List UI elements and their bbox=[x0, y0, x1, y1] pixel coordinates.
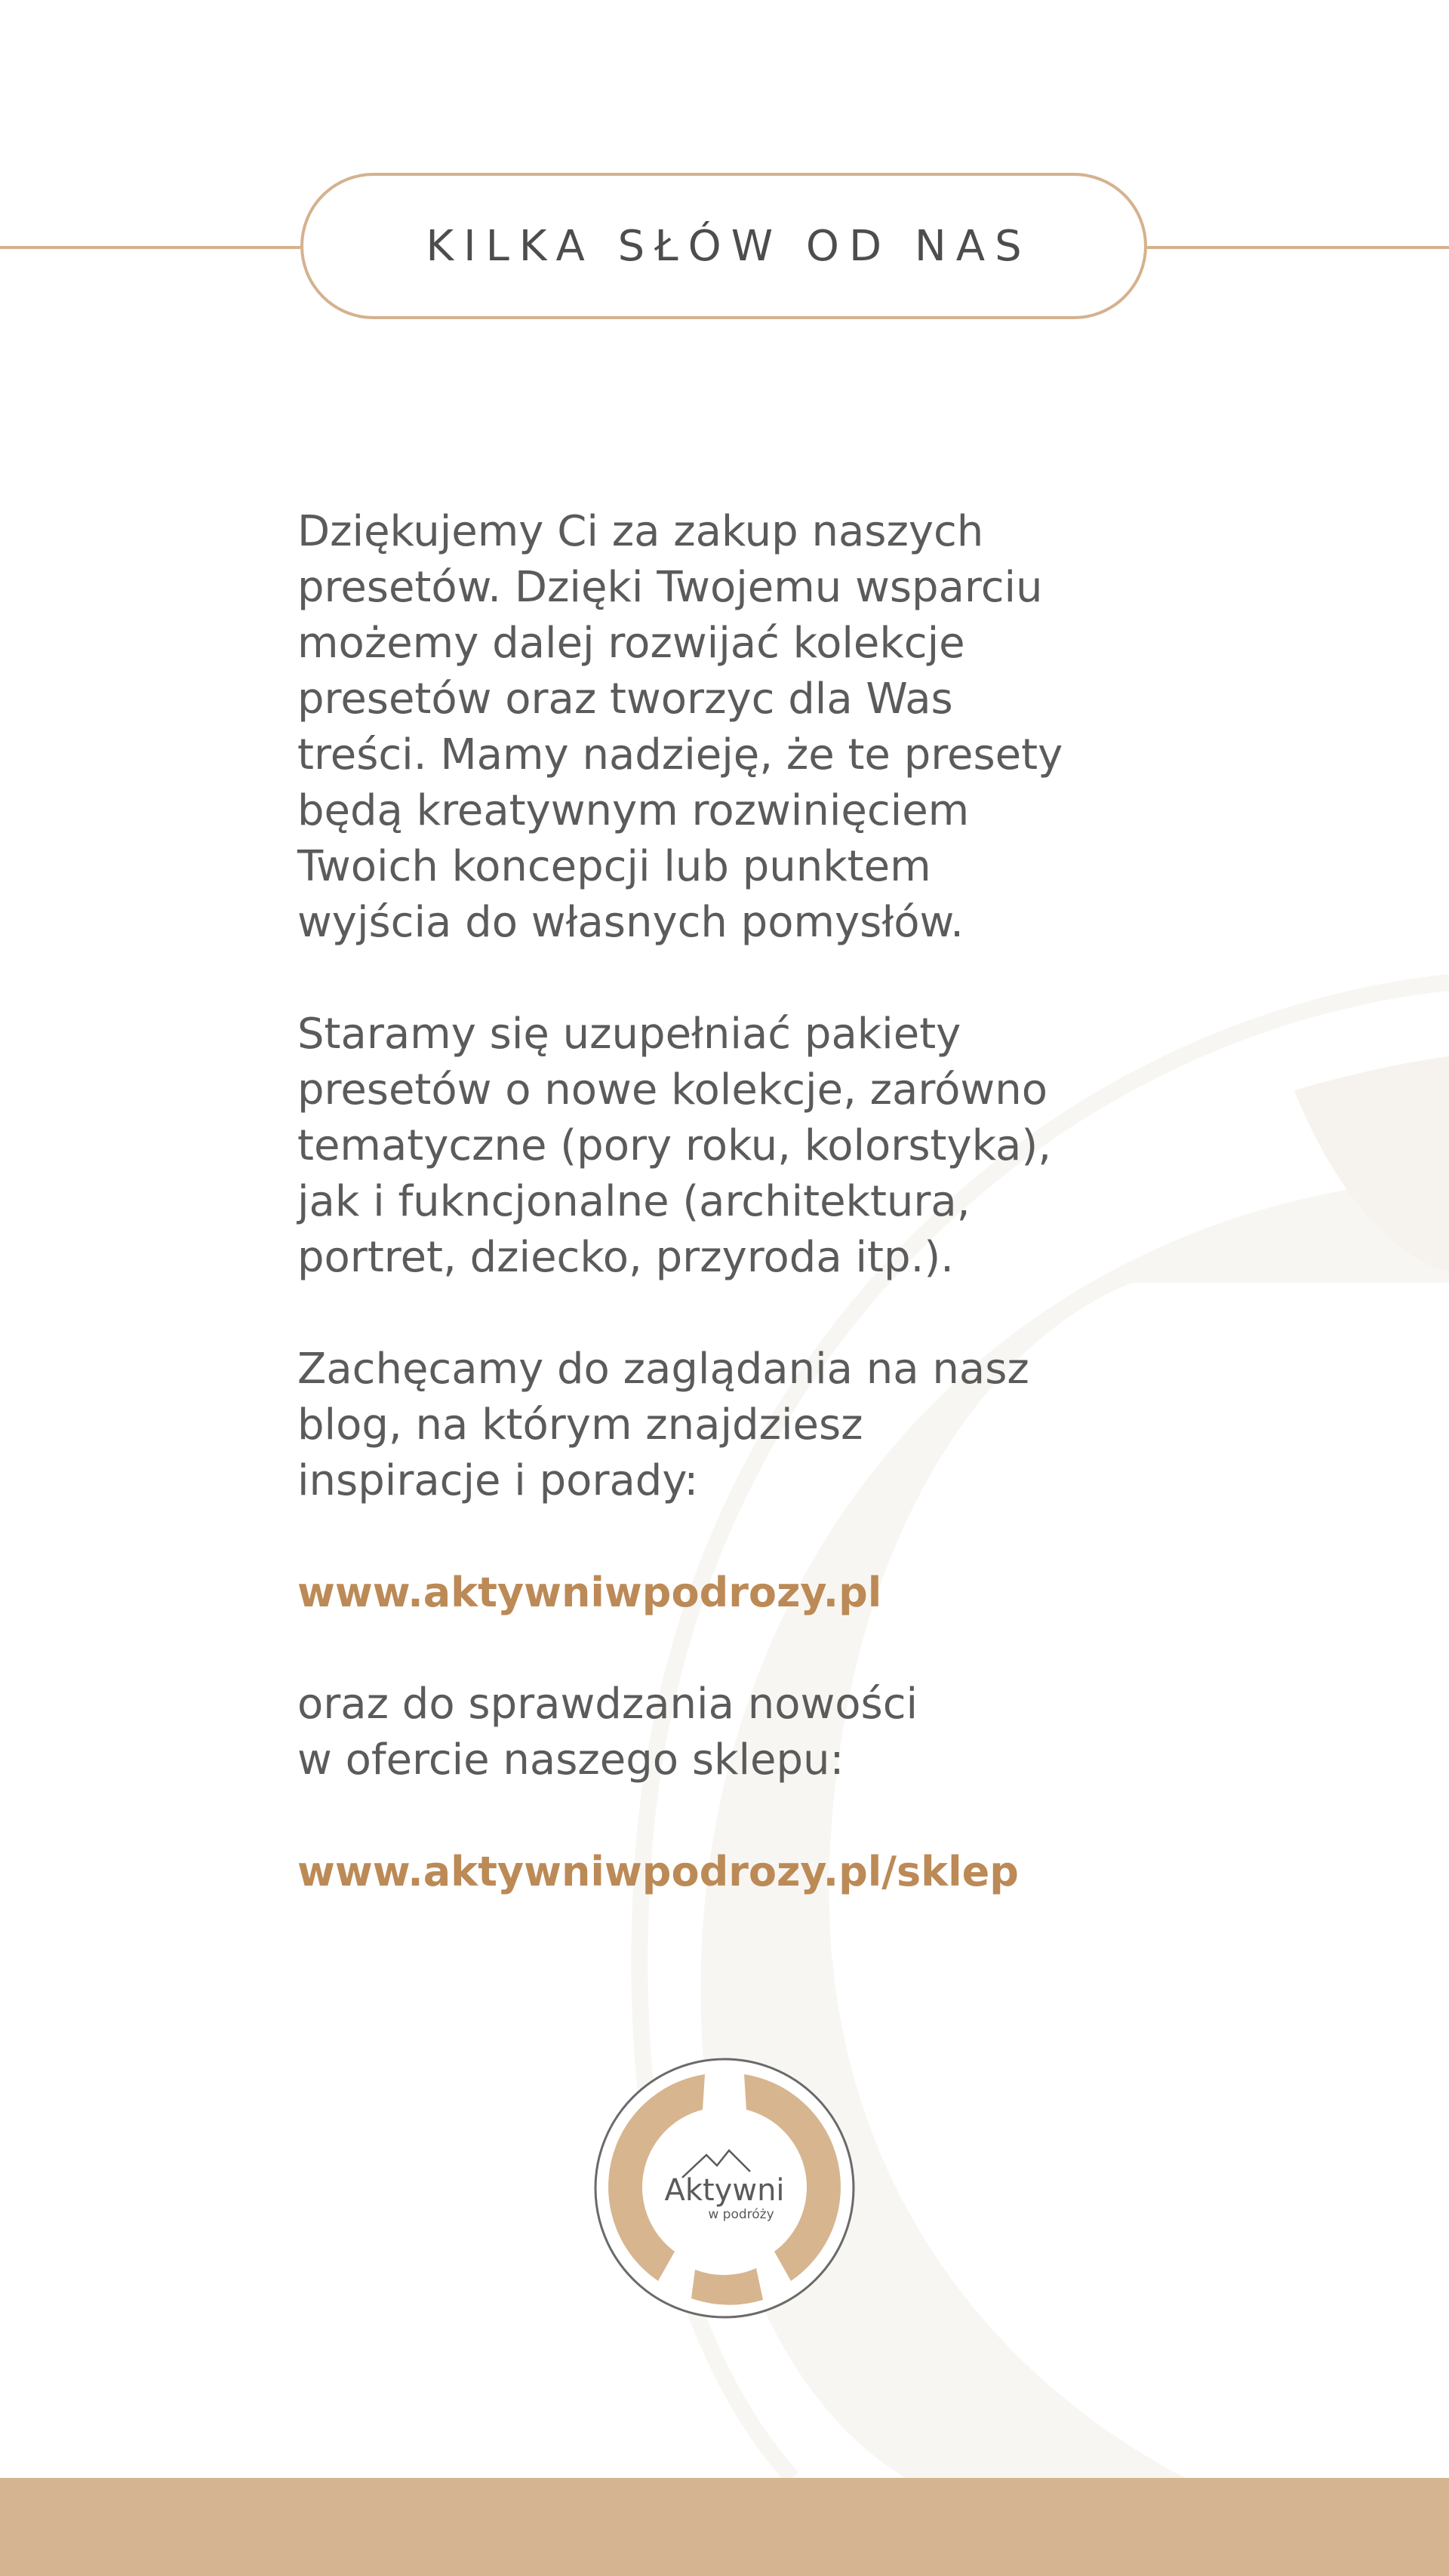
blog-link[interactable]: www.aktywniwpodrozy.pl bbox=[297, 1569, 882, 1616]
main-content bbox=[297, 504, 1203, 1956]
logo-text-sub: w podróży bbox=[708, 2207, 774, 2222]
header-pill bbox=[300, 173, 1147, 319]
paragraph-blog: Zachęcamy do zaglądania na nasz blog, na którym znajdziesz inspiracje i porady: bbox=[297, 1345, 1029, 1505]
paragraph-shop: oraz do sprawdzania nowości w ofercie naszego sklepu: bbox=[297, 1680, 918, 1784]
header-line-right bbox=[1147, 246, 1449, 249]
footer-bar bbox=[0, 2478, 1449, 2576]
paragraph-thanks: Dziękujemy Ci za zakup naszych presetów. Dzięki Twojemu wsparciu możemy dalej rozwijać kolekcje presetów oraz tworzyc dla Was treści. Mamy nadzieję, że te presety będą kreatywnym rozwinięciem Twoich koncepcji lub punktem wyjścia do własnych pomysłów. bbox=[297, 507, 1063, 947]
page-title: KILKA SŁÓW OD NAS bbox=[426, 221, 1032, 271]
brand-logo bbox=[593, 2057, 856, 2319]
logo-text-main: Aktywni bbox=[664, 2173, 785, 2208]
shop-link[interactable]: www.aktywniwpodrozy.pl/sklep bbox=[297, 1848, 1019, 1895]
paragraph-collections: Staramy się uzupełniać pakiety presetów o nowe kolekcje, zarówno tematyczne (pory roku, kolorstyka), jak i fukncjonalne (architektura, portret, dziecko, przyroda itp.). bbox=[297, 1010, 1052, 1282]
header-line-left bbox=[0, 246, 300, 249]
